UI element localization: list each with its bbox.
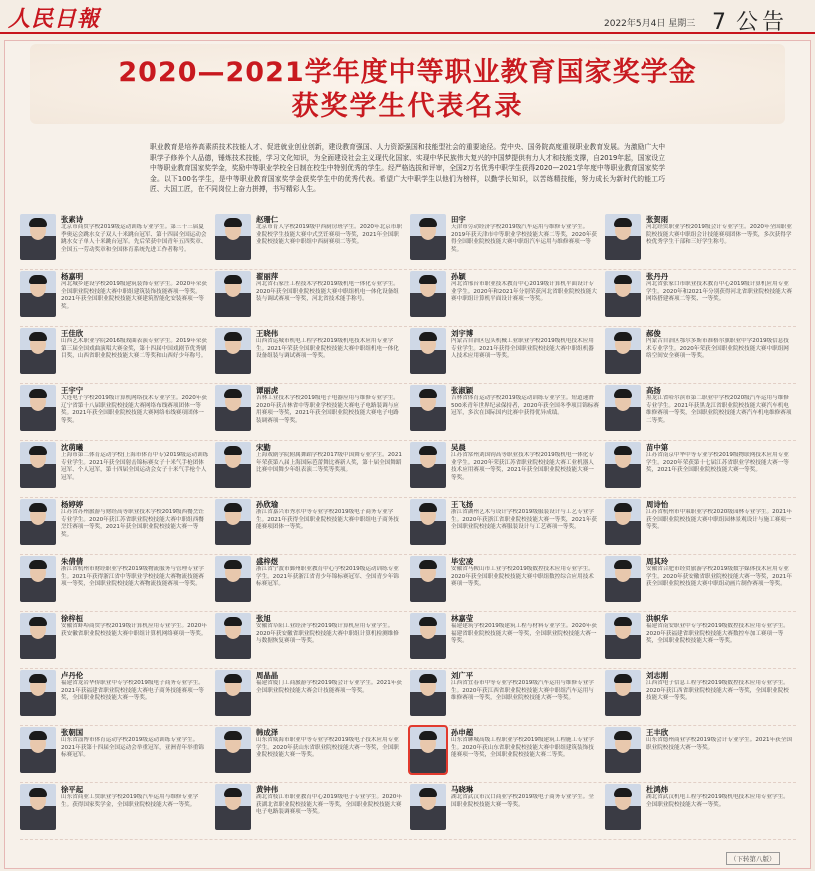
student-photo	[20, 328, 56, 374]
student-name: 毕宏凌	[451, 557, 474, 566]
student-name: 孙颖	[451, 272, 466, 281]
student-row	[20, 385, 796, 437]
student-photo	[410, 385, 446, 431]
photo-hair	[224, 389, 242, 398]
student-bio: 安徽省合肥市经贸旅游学校2019级数字媒体技术应用专业学生。2020年获安徽省职业院校技能大赛一等奖，2021年获全国职业院校技能大赛中职组动画片制作赛项一等奖。	[646, 566, 792, 588]
student-photo	[605, 556, 641, 602]
student-bio: 山东省威海市职业中等专业学校2019级电子技术应用专业学生。2020年获山东省职业院校技能大赛一等奖，全国职业院校技能大赛一等奖。	[256, 737, 399, 759]
photo-hair	[29, 731, 47, 740]
photo-hair	[29, 617, 47, 626]
student-card	[20, 271, 210, 323]
photo-hair	[29, 218, 47, 227]
student-bio: 江苏省常州刘国钧高等职业技术学校2019级机电一体化专业学生。2020年荣获江苏省职业院校技能大赛工业机器人技术应用赛项一等奖，2021年获全国职业院校技能大赛一等奖。	[451, 452, 594, 481]
student-card	[410, 385, 600, 437]
student-row	[20, 214, 796, 266]
student-bio: 北京市商贸学校2019级运动训练专业学生。第三十三届夏季奥运会跳水女子双人十米跳台冠军、第十四届全国运动会跳水女子单人十米跳台冠军。先后荣获中国青年五四奖章、全国五一劳动奖章和全国体育系统先进工作者称号。	[61, 224, 207, 253]
student-photo	[410, 214, 446, 260]
photo-hair	[419, 332, 437, 341]
student-photo	[20, 670, 56, 716]
student-name: 张朝国	[61, 728, 84, 737]
student-name: 周晶晶	[256, 671, 279, 680]
photo-hair	[419, 788, 437, 797]
photo-hair	[614, 731, 632, 740]
student-row	[20, 499, 796, 551]
student-bio: 湖北省武汉机电工程学校2019级机电技术应用专业学生。全国职业院校技能大赛一等奖。	[646, 794, 789, 808]
section-name: 公告	[736, 10, 789, 35]
student-bio: 江西省宜春市中等专业学校2019级汽车运用与维修专业学生。2020年获江西省职业院校技能大赛中职组汽车运用与维修赛项一等奖，全国职业院校技能大赛一等奖。	[451, 680, 594, 702]
student-name: 翟丽萍	[256, 272, 279, 281]
photo-hair	[224, 617, 242, 626]
row-divider	[20, 440, 796, 441]
student-card	[605, 556, 795, 608]
student-bio: 河北省石家庄工程技术学校2019级机电一体化专业学生。2020年获全国职业院校技能大赛中职组机电一体化设备组装与调试赛项一等奖，河北省技术能手称号。	[256, 281, 399, 303]
photo-hair	[614, 503, 632, 512]
student-name: 王丰欣	[646, 728, 669, 737]
student-photo	[410, 271, 446, 317]
page-number: 7	[712, 10, 730, 35]
student-name: 郝俊	[646, 329, 661, 338]
student-name: 徐平起	[61, 785, 84, 794]
student-card	[215, 727, 405, 779]
student-name: 周其玲	[646, 557, 669, 566]
student-photo	[20, 442, 56, 488]
photo-hair	[419, 275, 437, 284]
page-title-line1: 2020—2021学年度中等职业教育国家奖学金	[118, 57, 697, 88]
student-bio: 浙江省宁波市鄞州职业教育中心学校2019级运动训练专业学生。2021年获浙江省青少年锦标赛冠军、全国青少年锦标赛冠军。	[256, 566, 399, 588]
photo-hair	[29, 560, 47, 569]
student-bio: 河北经贸职业学校2019级会计专业学生。2020年全国职业院校技能大赛中职组会计技能赛项团体一等奖，多次获得学校优秀学生干部和三好学生称号。	[646, 224, 792, 246]
student-photo	[20, 214, 56, 260]
student-photo	[410, 499, 446, 545]
student-photo	[605, 727, 641, 773]
student-row	[20, 727, 796, 779]
student-card	[410, 271, 600, 323]
row-divider	[20, 497, 796, 498]
student-photo	[410, 613, 446, 659]
student-name: 韩成泽	[256, 728, 279, 737]
student-name: 盛梓煜	[256, 557, 279, 566]
photo-hair	[224, 674, 242, 683]
student-photo	[215, 784, 251, 830]
student-bio: 浙江省杭州市财经职业学校2019级物流服务与管理专业学生。2021年获得浙江省中等职业学校技能大赛物流技能赛项一等奖，全国职业院校技能大赛物流技能赛项一等奖。	[61, 566, 204, 588]
student-bio: 山西艺术职业学院2016级戏曲表演专业学生。2019年荣获第三届全国戏曲演唱大赛金奖，第十四届中国戏剧节优秀剧目奖，山西省职业院校技能大赛二等奖和山西好少年称号。	[61, 338, 207, 360]
student-photo	[605, 271, 641, 317]
student-card	[215, 499, 405, 551]
student-name: 孙申超	[451, 728, 474, 737]
row-divider	[20, 839, 796, 840]
student-card	[410, 328, 600, 380]
page-title-line2: 获奖学生代表名录	[291, 91, 524, 122]
student-card	[605, 328, 795, 380]
student-card	[215, 214, 405, 266]
student-bio: 内蒙古自治区鄂尔多斯市准格尔旗职业中学2019级信息技术专业学生。2020年荣获全国职业院校技能大赛中职组网络空间安全赛项一等奖。	[646, 338, 789, 360]
student-card	[605, 727, 795, 779]
student-bio: 山东省商业工贸职业学校2019级汽车运用与维修专业学生。获得国家奖学金，全国职业院校技能大赛一等奖。	[61, 794, 199, 808]
student-photo	[215, 385, 251, 431]
photo-hair	[224, 503, 242, 512]
student-card	[215, 556, 405, 608]
student-bio: 吉林省体育运动学校2019级运动训练专业学生。短道速滑500米青年世界纪录保持者，2020年获全国冬季项目锦标赛冠军，多次在国际国内比赛中获得优异成绩。	[451, 395, 599, 417]
student-photo	[215, 670, 251, 716]
student-card	[20, 613, 210, 665]
row-divider	[20, 383, 796, 384]
student-name: 王佳欣	[61, 329, 84, 338]
student-card	[215, 784, 405, 836]
photo-hair	[614, 617, 632, 626]
row-divider	[20, 326, 796, 327]
student-photo	[215, 556, 251, 602]
student-photo	[605, 670, 641, 716]
student-photo	[20, 556, 56, 602]
student-card	[410, 727, 600, 779]
student-photo	[215, 328, 251, 374]
student-photo	[20, 784, 56, 830]
student-name: 谭丽虎	[256, 386, 279, 395]
student-bio: 山东省聊城高级工程职业学校2019级建筑工程施工专业学生。2020年获山东省职业院校技能大赛中职组建筑装饰技能赛项一等奖，全国职业院校技能大赛二等奖。	[451, 737, 594, 759]
student-name: 卢丹伦	[61, 671, 84, 680]
student-bio: 大连电子学校2019级计算机网络技术专业学生。2020年获辽宁省第十八届职业院校技能大赛网络布线赛项团体一等奖。2021年获全国职业院校技能大赛网络布线赛项团体一等奖。	[61, 395, 207, 424]
student-bio: 吉林工业技术学校2019级电子电器应用与维修专业学生。2020年获吉林省中等职业学校技能大赛电子电路装调与应用赛项一等奖，2021年获全国职业院校技能大赛电子电路装调赛项一等奖。	[256, 395, 399, 424]
student-card	[20, 328, 210, 380]
student-bio: 河北省邢台市职业技术教育中心2019级计算机平面设计专业学生。2020年和2021年分别荣获河北省职业院校技能大赛中职组计算机平面设计赛项一等奖。	[451, 281, 597, 303]
row-divider	[20, 782, 796, 783]
student-name: 孙欣瑜	[256, 500, 279, 509]
student-card	[20, 727, 210, 779]
student-bio: 湖北省枝江市职业教育中心2019级电子专业学生。2020年获湖北省职业院校技能大赛一等奖，全国职业院校技能大赛电子电路装调赛项一等奖。	[256, 794, 402, 816]
student-card	[410, 784, 600, 836]
row-divider	[20, 611, 796, 612]
photo-hair	[29, 674, 47, 683]
student-card	[20, 556, 210, 608]
student-bio: 北京市育人学校2019级中西厨房班学生。2020年北京市职业院校学生技能大赛中式烹饪赛项一等奖，2021年全国职业院校技能大赛中职组中西厨赛项二等奖。	[256, 224, 402, 246]
student-name: 刘广平	[451, 671, 474, 680]
student-bio: 浙江省湖州艺术与设计学校2019级服装设计与工艺专业学生。2020年获浙江省职业院校技能大赛一等奖，2021年获全国职业院校技能大赛服装设计与工艺赛项一等奖。	[451, 509, 597, 531]
student-card	[20, 385, 210, 437]
student-photo	[410, 727, 446, 773]
student-photo	[605, 385, 641, 431]
student-bio: 江苏省杭州市中策职业学校2020级园林专业学生。2021年获全国职业院校技能大赛中职组园林景观设计与施工赛项一等奖。	[646, 509, 792, 531]
student-name: 黄钟伟	[256, 785, 279, 794]
photo-hair	[419, 617, 437, 626]
student-card	[20, 442, 210, 494]
student-bio: 福建省龙岩华侨职业中专学校2019级电子商务专业学生。2021年获福建省职业院校技能大赛电子商务技能赛项一等奖，全国职业院校技能大赛一等奖。	[61, 680, 204, 702]
photo-hair	[614, 446, 632, 455]
student-name: 沈萌曦	[61, 443, 84, 452]
photo-hair	[614, 218, 632, 227]
row-divider	[20, 554, 796, 555]
student-row	[20, 328, 796, 380]
intro-paragraph: 职业教育是培养高素质技术技能人才、促进就业创业创新，建设教育强国、人力资源强国和技能型社会的重要途径。党中央、国务院高度重视职业教育发展。为激励广大中职学子修养个人品德，锤炼技术技能，学习文化知识，为全面建设社会主义现代化国家、实现中华民族伟大复兴的中国梦提供有力人才和技能支撑，自2019年起，国家设立中等职业教育国家奖学金，奖励中等职业学校全日制在校生中特别优秀的学生。经严格选拔和评审，全国2万名优秀中职学生获得2020—2021学年度中等职业教育国家奖学金。以下100名学生，是中等职业教育国家奖学金获奖学生中的优秀代表。希望广大中职学生以他们为榜样，以勤学长知识，以苦练精技能，努力成长为新时代的能工巧匠、大国工匠，在不同岗位上奋力拼搏，书写精彩人生。	[150, 143, 665, 193]
row-divider	[20, 269, 796, 270]
page-label	[712, 5, 788, 36]
student-photo	[410, 556, 446, 602]
student-bio: 湖北省武汉市汉口商业学校2019级电子商务专业学生。全国职业院校技能大赛一等奖。	[451, 794, 594, 808]
student-photo	[215, 271, 251, 317]
photo-hair	[614, 275, 632, 284]
student-card	[410, 442, 600, 494]
student-card	[410, 499, 600, 551]
student-photo	[605, 214, 641, 260]
student-photo	[20, 613, 56, 659]
student-card	[605, 784, 795, 836]
student-bio: 安徽省蚌埠商贸学校2019级计算机应用专业学生。2020年获安徽省职业院校技能大赛中职组计算机网络赛项一等奖。	[61, 623, 207, 637]
student-bio: 安徽省马鞍山市工业学校2019级数控技术应用专业学生。2020年获全国职业院校技能大赛中职组数控综合应用技术赛项一等奖。	[451, 566, 594, 588]
student-card	[605, 442, 795, 494]
student-card	[20, 670, 210, 722]
issue-date: 2022年5月4日 星期三	[604, 19, 696, 29]
student-card	[20, 499, 210, 551]
photo-hair	[29, 788, 47, 797]
student-photo	[410, 784, 446, 830]
student-card	[410, 670, 600, 722]
student-bio: 江苏省南京中华中等专业学校2019级物联网技术应用专业学生。2020年荣获第十七届江苏省职业学校技能大赛一等奖，2021年获全国职业院校技能大赛一等奖。	[646, 452, 789, 474]
student-row	[20, 613, 796, 665]
student-name: 刘宇博	[451, 329, 474, 338]
photo-hair	[224, 332, 242, 341]
student-card	[605, 271, 795, 323]
student-card	[605, 385, 795, 437]
student-bio: 山东省淄博市体育运动学校2019级运动训练专业学生。2021年获第十四届全国运动会举重冠军，亚洲青年举重锦标赛冠军。	[61, 737, 204, 759]
photo-hair	[419, 560, 437, 569]
student-photo	[215, 442, 251, 488]
student-bio: 安徽省阜阳工业经济学校2019级计算机应用专业学生。2020年获安徽省职业院校技能大赛中职组计算机检测维修与数据恢复赛项一等奖。	[256, 623, 399, 645]
student-photo	[605, 328, 641, 374]
student-name: 张旭	[256, 614, 271, 623]
student-photo	[410, 670, 446, 716]
student-card	[605, 670, 795, 722]
student-name: 张素诗	[61, 215, 84, 224]
photo-hair	[224, 275, 242, 284]
photo-hair	[419, 674, 437, 683]
photo-hair	[29, 446, 47, 455]
student-name: 宋勤	[256, 443, 271, 452]
photo-hair	[419, 731, 437, 740]
newspaper-logo: 人民日報	[8, 6, 101, 32]
student-photo	[410, 328, 446, 374]
student-bio: 江西省电子信息工程学校2019级数控技术应用专业学生。2020年获江西省职业院校技能大赛一等奖，全国职业院校技能大赛一等奖。	[646, 680, 789, 702]
photo-hair	[419, 446, 437, 455]
student-name: 王宇宁	[61, 386, 84, 395]
student-bio: 黑龙江省哈尔滨市第二职业中学校2020级汽车运用与维修专业学生。2021年获黑龙江省职业院校技能大赛汽车机电维修赛项一等奖，全国职业院校技能大赛汽车机电维修赛项二等奖。	[646, 395, 792, 424]
student-name: 马晓琳	[451, 785, 474, 794]
student-name: 田宇	[451, 215, 466, 224]
photo-hair	[29, 332, 47, 341]
student-name: 吴晨	[451, 443, 466, 452]
student-name: 杜鸿炜	[646, 785, 669, 794]
row-divider	[20, 668, 796, 669]
student-row	[20, 271, 796, 323]
photo-hair	[419, 218, 437, 227]
photo-hair	[224, 788, 242, 797]
student-card	[410, 613, 600, 665]
student-bio: 山西省运城市机电工程学校2019级机电技术应用专业学生。2021年荣获全国职业院校技能大赛中职组机电一体化设备组装与调试赛项一等奖。	[256, 338, 399, 360]
student-name: 张丹丹	[646, 272, 669, 281]
student-name: 赵珊仁	[256, 215, 279, 224]
student-bio: 河北省张家口市职业技术教育中心2019级计算机应用专业学生。2020年和2021年分别获得河北省职业院校技能大赛网络搭建赛项二等奖、一等奖。	[646, 281, 792, 303]
student-card	[215, 670, 405, 722]
student-row	[20, 442, 796, 494]
student-row	[20, 556, 796, 608]
student-name: 林嘉莹	[451, 614, 474, 623]
student-card	[605, 613, 795, 665]
masthead	[0, 0, 815, 34]
photo-hair	[419, 503, 437, 512]
photo-hair	[224, 731, 242, 740]
student-photo	[20, 271, 56, 317]
photo-hair	[614, 560, 632, 569]
student-bio: 江苏省苏州旅游与财经高等职业技术学校2019级西餐烹饪专业学生。2020年获江苏省职业院校技能大赛中职组西餐烹饪赛项一等奖，2021年获全国职业院校技能大赛一等奖。	[61, 509, 204, 538]
student-photo	[215, 214, 251, 260]
photo-hair	[224, 218, 242, 227]
photo-hair	[614, 674, 632, 683]
student-bio: 上海市第二体育运动学校(上海市体育中专)2019级运动训练专业学生。2021年获全国射击锦标赛女子十米气手枪团体冠军、个人冠军，第十四届全国运动会女子十米气手枪个人冠军。	[61, 452, 209, 481]
student-row	[20, 670, 796, 722]
photo-hair	[29, 275, 47, 284]
student-photo	[215, 499, 251, 545]
student-row	[20, 784, 796, 836]
student-bio: 福建建筑学校2019级建筑工程与材料专业学生。2020年获福建省职业院校技能大赛一等奖，全国职业院校技能大赛一等奖。	[451, 623, 597, 645]
student-bio: 内蒙古自治区包头机械工业职业学校2019级机电技术应用专业学生。2021年获得全国职业院校技能大赛中职组机器人技术应用赛项一等奖。	[451, 338, 594, 360]
student-photo	[410, 442, 446, 488]
photo-hair	[614, 389, 632, 398]
student-name: 徐梓桓	[61, 614, 84, 623]
photo-hair	[614, 332, 632, 341]
photo-hair	[29, 389, 47, 398]
student-card	[605, 214, 795, 266]
student-bio: 福建省南安职业中专学校2019级数控技术应用专业学生。2020年获福建省职业院校技能大赛数控车加工赛项一等奖，全国职业院校技能大赛一等奖。	[646, 623, 789, 645]
student-name: 洪帜华	[646, 614, 669, 623]
student-card	[410, 556, 600, 608]
student-photo	[605, 784, 641, 830]
student-name: 高扬	[646, 386, 661, 395]
student-card	[215, 442, 405, 494]
student-name: 苗中第	[646, 443, 669, 452]
student-photo	[215, 613, 251, 659]
student-card	[215, 271, 405, 323]
student-name: 杨嘉明	[61, 272, 84, 281]
student-card	[20, 214, 210, 266]
student-bio: 河北城乡建设学校2019级建筑装饰专业学生。2020年荣获全国职业院校技能大赛中职组建筑装饰技能赛项一等奖。2021年获全国职业院校技能大赛建筑智能化安装赛项一等奖。	[61, 281, 207, 310]
student-bio: 浙江省嘉兴市秀水中等专业学校2019级电子商务专业学生。2021年获得全国职业院校技能大赛中职组电子商务技能赛项团体一等奖。	[256, 509, 399, 531]
row-divider	[20, 725, 796, 726]
student-photo	[215, 727, 251, 773]
student-photo	[605, 499, 641, 545]
student-photo	[20, 499, 56, 545]
student-name: 张贺雨	[646, 215, 669, 224]
student-bio: 天津市劳动经济学校2019级汽车运用与维修专业学生。2019年获天津市中等职业学校技能大赛二等奖，2020年获得全国职业院校技能大赛中职组汽车运用与维修赛项一等奖。	[451, 224, 597, 253]
student-card	[215, 328, 405, 380]
student-photo	[605, 442, 641, 488]
student-name: 刘志刚	[646, 671, 669, 680]
student-bio: 上海戏剧学院附属舞蹈学校2017级中国舞专业学生。2021年荣获第八届上海国际芭蕾舞比赛新人奖，第十届全国舞蹈比赛中国舞少年组表演二等奖等奖项。	[256, 452, 402, 474]
student-photo	[20, 385, 56, 431]
photo-hair	[224, 560, 242, 569]
continued-note: （下转第八版）	[726, 852, 780, 865]
photo-hair	[419, 389, 437, 398]
student-card	[410, 214, 600, 266]
student-card	[215, 385, 405, 437]
student-name: 张淑颖	[451, 386, 474, 395]
photo-hair	[224, 446, 242, 455]
student-name: 杨婷婷	[61, 500, 84, 509]
student-card	[605, 499, 795, 551]
student-card	[215, 613, 405, 665]
student-photo	[20, 727, 56, 773]
student-name: 周诗怡	[646, 500, 669, 509]
student-name: 王飞扬	[451, 500, 474, 509]
student-name: 朱倩倩	[61, 557, 84, 566]
student-name: 王晓伟	[256, 329, 279, 338]
student-bio: 福建省厦门工商旅游学校2019级会计专业学生。2021年获全国职业院校技能大赛会计技能赛项一等奖。	[256, 680, 402, 694]
photo-hair	[29, 503, 47, 512]
photo-hair	[614, 788, 632, 797]
student-card	[20, 784, 210, 836]
student-photo	[605, 613, 641, 659]
student-bio: 山东省德州商业学校2019级会计专业学生。2021年获全国职业院校技能大赛一等奖。	[646, 737, 792, 751]
